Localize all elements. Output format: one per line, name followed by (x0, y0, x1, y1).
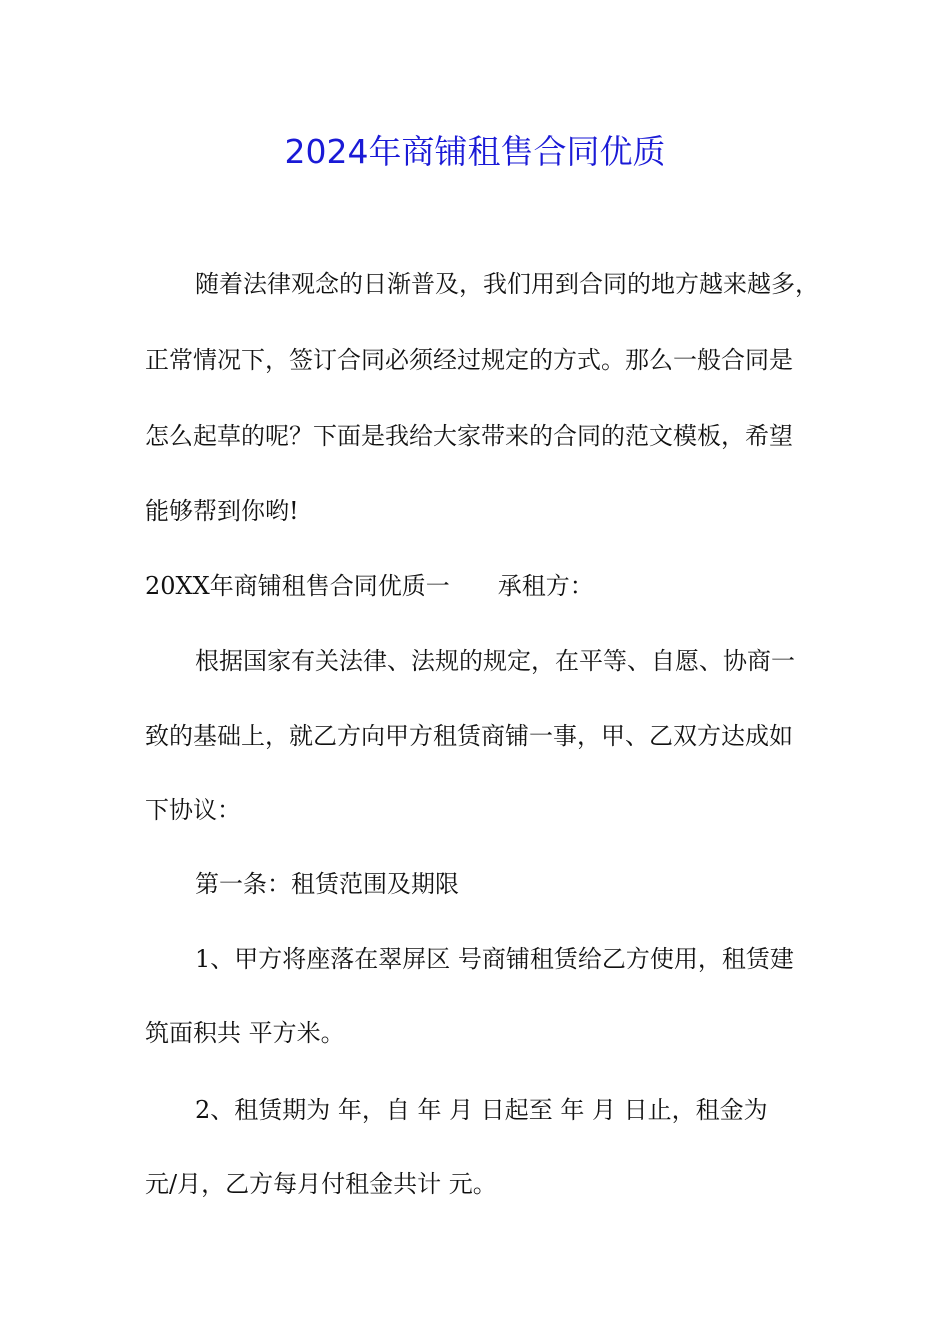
clause-2-line-1: 2、租赁期为 年，自 年 月 日起至 年 月 日止，租金为 (195, 1096, 768, 1124)
preamble-line-2: 致的基础上，就乙方向甲方租赁商铺一事，甲、乙双方达成如 (145, 722, 793, 750)
intro-line-4: 能够帮到你哟! (145, 497, 299, 525)
preamble-line-1: 根据国家有关法律、法规的规定，在平等、自愿、协商一 (195, 647, 795, 675)
intro-line-2: 正常情况下，签订合同必须经过规定的方式。那么一般合同是 (145, 346, 793, 374)
document-title: 2024年商铺租售合同优质 (284, 132, 666, 171)
clause-1-line-1: 1、甲方将座落在翠屏区 号商铺租赁给乙方使用，租赁建 (195, 945, 794, 973)
article-one-heading: 第一条：租赁范围及期限 (195, 870, 459, 898)
contract-heading-line (145, 568, 815, 604)
intro-line-3: 怎么起草的呢？下面是我给大家带来的合同的范文模板，希望 (145, 422, 793, 450)
lessee-label: 承租方： (497, 572, 594, 600)
clause-1-line-2: 筑面积共 平方米。 (145, 1019, 345, 1047)
clause-2-line-2: 元/月，乙方每月付租金共计 元。 (145, 1170, 497, 1198)
preamble-line-3: 下协议： (145, 796, 241, 824)
intro-line-1: 随着法律观念的日渐普及，我们用到合同的地方越来越多， (195, 270, 819, 298)
contract-heading: 20XX年商铺租售合同优质一 (145, 572, 450, 600)
